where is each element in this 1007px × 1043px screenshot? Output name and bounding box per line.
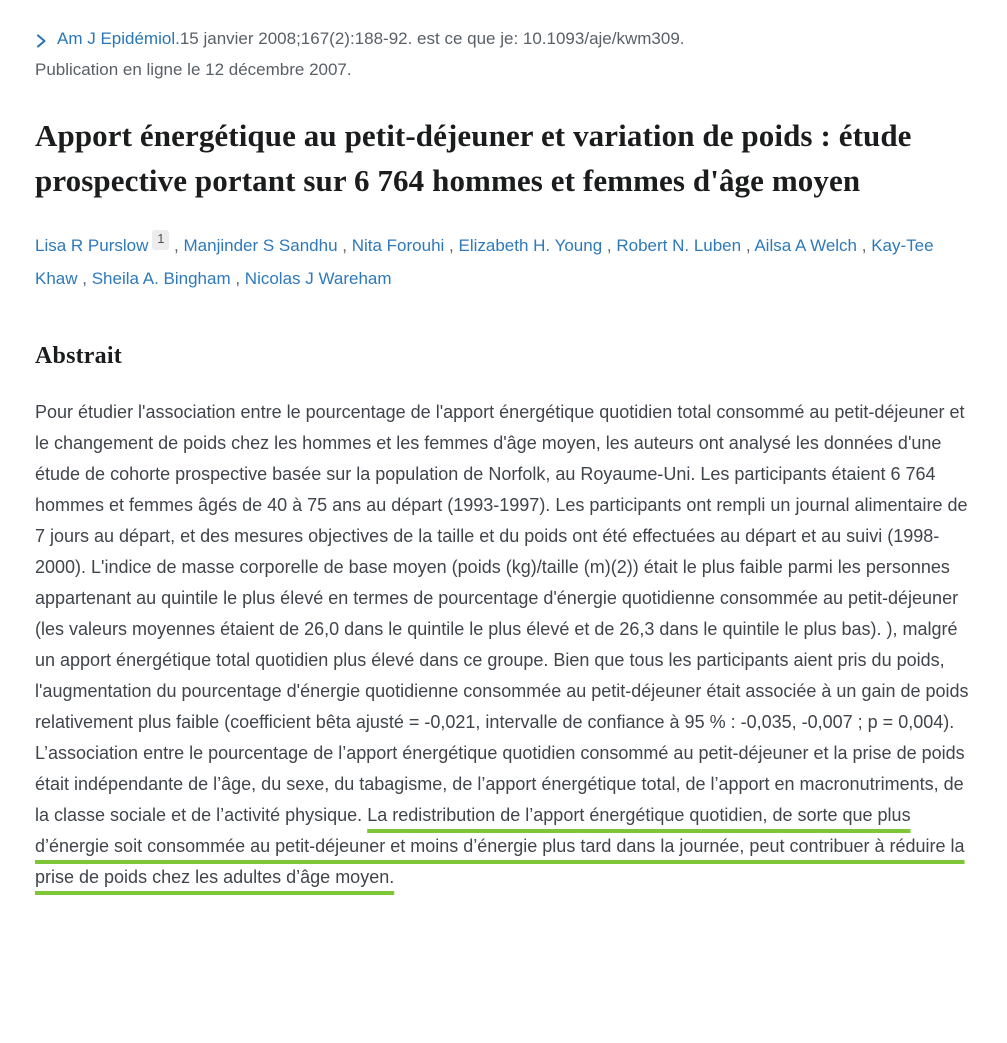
author-separator: ,	[857, 236, 872, 255]
abstract-heading: Abstrait	[35, 343, 122, 369]
epub-date: Publication en ligne le 12 décembre 2007.	[35, 60, 352, 79]
chevron-right-icon[interactable]	[35, 23, 48, 57]
page-title: Apport énergétique au petit-déjeuner et variation de poids : étude prospective portant sur 6 764 hommes et femmes d'âge moyen	[35, 118, 912, 198]
author-link[interactable]: Nicolas J Wareham	[244, 269, 392, 288]
highlighted-sentence: La redistribution de l’apport énergétique quotidien, de sorte que plus d’énergie soit consommée au petit-déjeuner et moins d’énergie plus tard dans la journée, peut contribuer à réduire la prise de poids chez les adultes d’âge moyen.	[35, 805, 965, 887]
author-separator: ,	[741, 236, 755, 255]
author-link[interactable]: Kay-Tee Khaw	[35, 236, 934, 288]
author-link[interactable]: Manjinder S Sandhu	[183, 236, 338, 255]
author-separator: ,	[602, 236, 617, 255]
author-separator: ,	[337, 236, 352, 255]
author-separator: ,	[77, 269, 92, 288]
citation-details: 15 janvier 2008;167(2):188-92. est ce que je: 10.1093/aje/kwm309.	[179, 29, 685, 48]
abstract-body-text: Pour étudier l'association entre le pourcentage de l'apport énergétique quotidien total consommé au petit-déjeuner et le changement de poids chez les hommes et les femmes d'âge moyen, les auteurs ont analysé les données d'une étude de cohorte prospective basée sur la population de Norfolk, au Royaume-Uni. Les participants étaient 6 764 hommes et femmes âgés de 40 à 75 ans au départ (1993-1997). Les participants ont rempli un journal alimentaire de 7 jours au départ, et des mesures objectives de la taille et du poids ont été effectuées au départ et au suivi (1998-2000). L'indice de masse corporelle de base moyen (poids (kg)/taille (m)(2)) était le plus faible parmi les personnes appartenant au quintile le plus élevé en termes de pourcentage d'énergie quotidienne consommée au petit-déjeuner (les valeurs moyennes étaient de 26,0 dans le quintile le plus élevé et de 26,3 dans le quintile le plus bas). ), malgré un apport énergétique total quotidien plus élevé dans ce groupe. Bien que tous les participants aient pris du poids, l'augmentation du pourcentage d'énergie quotidienne consommée au petit-déjeuner était associée à un gain de poids relativement plus faible (coefficient bêta ajusté = -0,021, intervalle de confiance à 95 % : -0,035, -0,007 ; p = 0,004). L’association entre le pourcentage de l’apport énergétique quotidien consommé au petit-déjeuner et la prise de poids était indépendante de l’âge, du sexe, du tabagisme, de l’apport énergétique total, de l’apport en macronutriments, de la classe sociale et de l’activité physique.	[35, 402, 969, 825]
author-link[interactable]: Elizabeth H. Young	[458, 236, 603, 255]
author-link[interactable]: Sheila A. Bingham	[91, 269, 231, 288]
author-separator: ,	[444, 236, 459, 255]
author-separator: ,	[230, 269, 245, 288]
abstract-paragraph	[35, 397, 977, 893]
author-link[interactable]: Ailsa A Welch	[754, 236, 858, 255]
author-separator: ,	[169, 236, 184, 255]
author-link[interactable]: Lisa R Purslow	[35, 236, 149, 255]
author-list	[35, 229, 975, 295]
author-link[interactable]: Nita Forouhi	[351, 236, 445, 255]
author-link[interactable]: Robert N. Luben	[616, 236, 742, 255]
affiliation-sup-badge[interactable]: 1	[152, 230, 169, 250]
journal-link[interactable]: Am J Epidémiol.	[57, 29, 180, 48]
citation-line	[35, 22, 977, 83]
